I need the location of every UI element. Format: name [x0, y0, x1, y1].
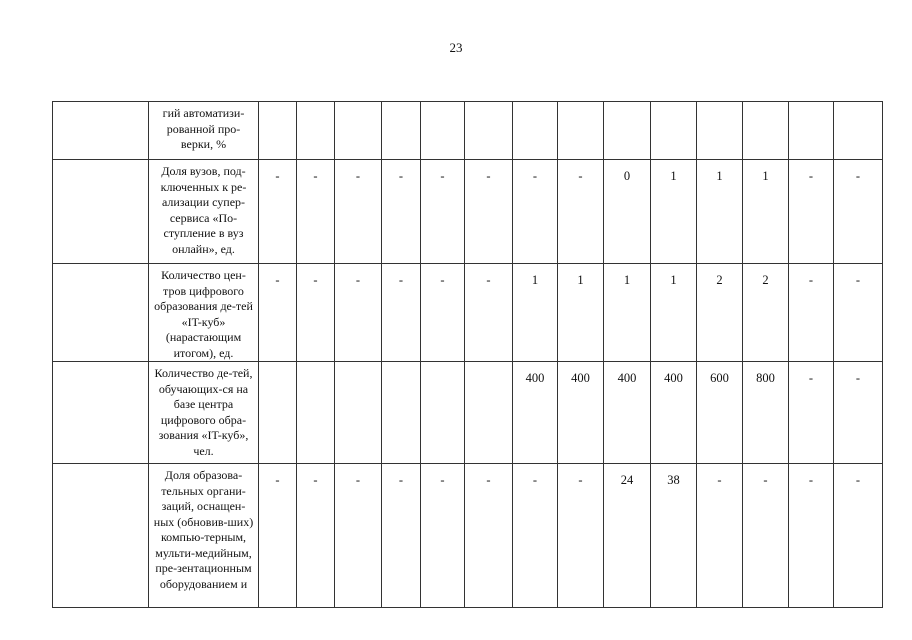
value-cell: - [421, 160, 465, 264]
value-cell: - [789, 464, 834, 608]
indicators-table [52, 101, 883, 608]
indicator-label: Доля вузов, под-ключенных к ре-ализации супер-сервиса «По-ступление в вуз онлайн», ед. [149, 160, 259, 264]
table-row [53, 264, 883, 362]
value-cell: 1 [604, 264, 651, 362]
value-cell: 1 [651, 160, 697, 264]
value-cell: - [834, 362, 883, 464]
value-cell: - [297, 160, 335, 264]
table-row [53, 102, 883, 160]
table-row [53, 160, 883, 264]
value-cell [421, 362, 465, 464]
value-cell: - [259, 464, 297, 608]
value-cell [513, 102, 558, 160]
blank-cell [53, 362, 149, 464]
value-cell [335, 102, 382, 160]
indicator-label: Доля образова-тельных органи-заций, оснащен-ных (обновив-ших) компью-терным, мульти-медийным, пре-зентационным оборудованием и [149, 464, 259, 608]
value-cell: - [558, 464, 604, 608]
value-cell: - [335, 160, 382, 264]
value-cell: 1 [558, 264, 604, 362]
value-cell: 400 [651, 362, 697, 464]
value-cell: - [297, 464, 335, 608]
table-row [53, 362, 883, 464]
value-cell: - [465, 464, 513, 608]
value-cell [651, 102, 697, 160]
value-cell: - [743, 464, 789, 608]
value-cell: - [513, 464, 558, 608]
value-cell [382, 102, 421, 160]
value-cell: 400 [558, 362, 604, 464]
value-cell [834, 102, 883, 160]
value-cell: - [382, 464, 421, 608]
value-cell [604, 102, 651, 160]
value-cell [697, 102, 743, 160]
value-cell [743, 102, 789, 160]
value-cell: - [259, 264, 297, 362]
value-cell [382, 362, 421, 464]
indicator-label: Количество цен-тров цифрового образования де-тей «IT-куб» (нарастающим итогом), ед. [149, 264, 259, 362]
value-cell: 2 [743, 264, 789, 362]
value-cell: - [789, 160, 834, 264]
blank-cell [53, 102, 149, 160]
value-cell: - [834, 160, 883, 264]
value-cell [465, 102, 513, 160]
value-cell: - [834, 464, 883, 608]
value-cell: 38 [651, 464, 697, 608]
value-cell: 1 [743, 160, 789, 264]
value-cell [297, 362, 335, 464]
page-number: 23 [449, 40, 463, 55]
value-cell: - [421, 464, 465, 608]
value-cell [558, 102, 604, 160]
value-cell: 1 [513, 264, 558, 362]
value-cell: 0 [604, 160, 651, 264]
value-cell: 1 [697, 160, 743, 264]
blank-cell [53, 160, 149, 264]
value-cell: - [789, 362, 834, 464]
value-cell: 800 [743, 362, 789, 464]
value-cell: 400 [604, 362, 651, 464]
value-cell: - [335, 464, 382, 608]
value-cell: 1 [651, 264, 697, 362]
value-cell [259, 102, 297, 160]
value-cell: - [513, 160, 558, 264]
value-cell: - [382, 160, 421, 264]
value-cell: 600 [697, 362, 743, 464]
value-cell: 24 [604, 464, 651, 608]
value-cell: 2 [697, 264, 743, 362]
value-cell: - [834, 264, 883, 362]
value-cell: - [465, 264, 513, 362]
value-cell: - [789, 264, 834, 362]
blank-cell [53, 464, 149, 608]
blank-cell [53, 264, 149, 362]
value-cell [297, 102, 335, 160]
value-cell: - [259, 160, 297, 264]
indicator-label: гий автоматизи-рованной про-верки, % [149, 102, 259, 160]
value-cell [335, 362, 382, 464]
value-cell [259, 362, 297, 464]
value-cell: - [335, 264, 382, 362]
value-cell: - [697, 464, 743, 608]
indicator-label: Количество де-тей, обучающих-ся на базе центра цифрового обра-зования «IT-куб», чел. [149, 362, 259, 464]
value-cell [421, 102, 465, 160]
value-cell: 400 [513, 362, 558, 464]
value-cell: - [558, 160, 604, 264]
value-cell: - [465, 160, 513, 264]
value-cell: - [382, 264, 421, 362]
value-cell [789, 102, 834, 160]
value-cell: - [297, 264, 335, 362]
value-cell [465, 362, 513, 464]
table-row [53, 464, 883, 608]
value-cell: - [421, 264, 465, 362]
